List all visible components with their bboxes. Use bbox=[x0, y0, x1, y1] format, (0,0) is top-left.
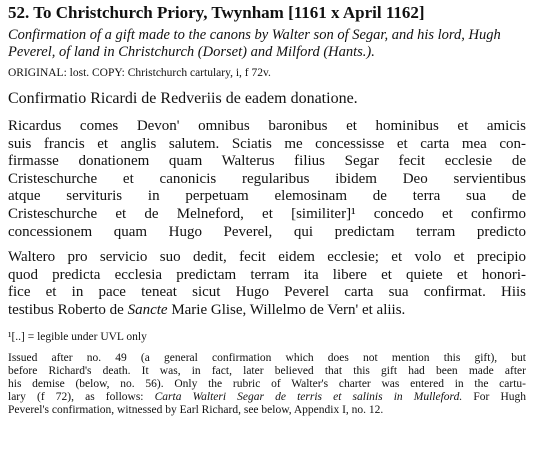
charter-line: suis francis et anglis salutem. Sciatis me concessisse et carta mea con- bbox=[8, 135, 526, 152]
charter-witness-line bbox=[8, 302, 526, 320]
charter-line: atque servituris in perpetuam elemosinam de terra sua de bbox=[8, 188, 526, 205]
note-line: Peverel's confirmation, witnessed by Earl Richard, see below, Appendix I, no. 12. bbox=[8, 404, 384, 417]
charter-summary: Confirmation of a gift made to the canons by Walter son of Segar, and his lord, Hugh Peverel, of land in Christchurch (Dorset) and Milford (Hants.). bbox=[8, 27, 501, 60]
charter-line: Cristeschurche et de Melneford, et [similiter]¹ concedo et confirmo bbox=[8, 205, 526, 222]
footnote: ¹[..] = legible under UVL only bbox=[8, 330, 147, 343]
note-line: his demise (below, no. 56). Only the rubric of Walter's charter was entered in the cartu- bbox=[8, 377, 526, 390]
charter-line: Cristeschurche et canonicis regularibus ibidem Deo servientibus bbox=[8, 170, 526, 187]
charter-line: fice et in pace teneat sicut Hugo Peverel carta sua confirmat. Hiis bbox=[8, 284, 526, 301]
original-copy-note: ORIGINAL: lost. COPY: Christchurch cartulary, i, f 72v. bbox=[8, 67, 271, 79]
note-text-pre: lary (f 72), as follows: bbox=[8, 391, 155, 404]
charter-line: Ricardus comes Devon' omnibus baronibus et hominibus et amicis bbox=[8, 118, 526, 134]
note-text-post: For Hugh bbox=[462, 391, 527, 404]
charter-line: firmasse donationem quam Walterus filius Segar fecit ecclesie de bbox=[8, 153, 526, 170]
editorial-notes bbox=[8, 352, 526, 418]
charter-line: concessionem quam Hugo Peverel, qui predictam terram predicto bbox=[8, 223, 526, 240]
charter-heading: 52. To Christchurch Priory, Twynham [1161 x April 1162] bbox=[8, 3, 425, 22]
charter-text bbox=[8, 118, 526, 320]
note-line: before Richard's death. It was, in fact, later believed that this gift had been made after bbox=[8, 364, 526, 377]
witness-text-italic: Sancte bbox=[127, 301, 168, 318]
witness-text-pre: testibus Roberto de bbox=[8, 301, 128, 318]
charter-rubric: Confirmatio Ricardi de Redveriis de eadem donatione. bbox=[8, 90, 358, 107]
witness-text-post: Marie Glise, Willelmo de Vern' et aliis. bbox=[167, 301, 406, 318]
note-line bbox=[8, 391, 526, 404]
charter-continuation bbox=[8, 249, 526, 319]
charter-line: quod predicta ecclesia predictam terram ita libere et quiete et honori- bbox=[8, 266, 526, 283]
note-line: Issued after no. 49 (a general confirmation which does not mention this gift), but bbox=[8, 351, 526, 364]
charter-line: Waltero pro servicio suo dedit, fecit eidem ecclesie; et volo et precipio bbox=[8, 249, 526, 266]
note-text-italic: Carta Walteri Segar de terris et salinis in Mulleford. bbox=[154, 391, 463, 404]
